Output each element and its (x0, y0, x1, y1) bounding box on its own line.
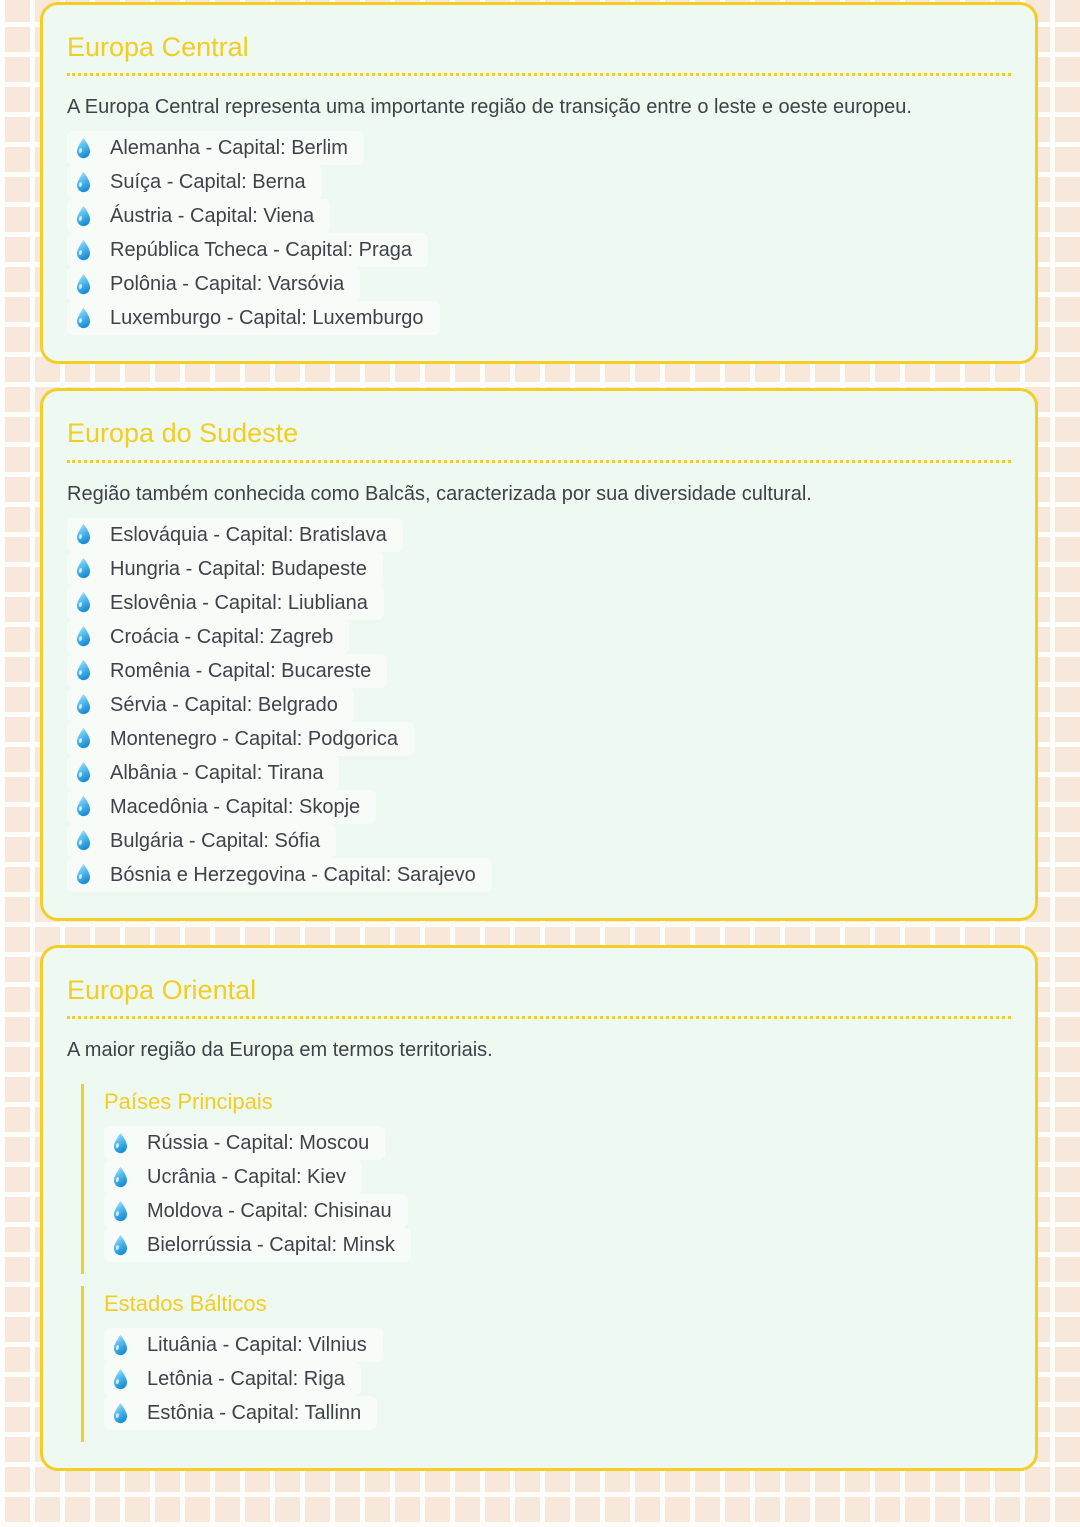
country-item (67, 688, 354, 722)
country-item-label: República Tcheca - Capital: Praga (110, 239, 413, 262)
water-drop-icon (112, 1234, 129, 1257)
country-item-label: Eslováquia - Capital: Bratislava (110, 523, 387, 546)
country-item-label: Macedônia - Capital: Skopje (110, 795, 361, 818)
region-title: Europa do Sudeste (67, 417, 1011, 462)
water-drop-icon (75, 557, 92, 580)
water-drop-icon (75, 863, 92, 886)
region-card (40, 2, 1038, 364)
subsection (81, 1084, 1011, 1274)
country-item (104, 1160, 362, 1194)
country-list (104, 1328, 1011, 1430)
water-drop-icon (75, 205, 92, 228)
country-item (67, 586, 384, 620)
country-item (67, 267, 360, 301)
country-item-label: Romênia - Capital: Bucareste (110, 659, 372, 682)
country-item (67, 552, 383, 586)
water-drop-icon (75, 727, 92, 750)
country-list (104, 1126, 1011, 1262)
country-item (67, 301, 440, 335)
country-item (104, 1328, 383, 1362)
country-item-label: Alemanha - Capital: Berlim (110, 137, 348, 160)
country-item-label: Áustria - Capital: Viena (110, 205, 315, 228)
water-drop-icon (75, 693, 92, 716)
water-drop-icon (75, 795, 92, 818)
country-item (67, 722, 414, 756)
water-drop-icon (112, 1368, 129, 1391)
country-item-label: Rússia - Capital: Moscou (147, 1132, 370, 1155)
country-item-label: Luxemburgo - Capital: Luxemburgo (110, 307, 424, 330)
water-drop-icon (75, 239, 92, 262)
country-item-label: Polônia - Capital: Varsóvia (110, 273, 345, 296)
country-item (67, 620, 349, 654)
country-list (67, 131, 1011, 335)
country-item (67, 199, 330, 233)
water-drop-icon (112, 1132, 129, 1155)
country-item-label: Bulgária - Capital: Sófia (110, 829, 321, 852)
country-item-label: Eslovênia - Capital: Liubliana (110, 591, 368, 614)
region-description: A maior região da Europa em termos territoriais. (67, 1039, 493, 1062)
subsections (67, 1084, 1011, 1442)
subsection-title: Estados Bálticos (104, 1291, 267, 1317)
water-drop-icon (112, 1334, 129, 1357)
region-card (40, 945, 1038, 1471)
country-item (67, 790, 376, 824)
water-drop-icon (75, 171, 92, 194)
country-item-label: Moldova - Capital: Chisinau (147, 1200, 392, 1223)
country-item (67, 858, 492, 892)
region-card (40, 388, 1038, 920)
water-drop-icon (112, 1402, 129, 1425)
country-item (67, 824, 336, 858)
water-drop-icon (75, 829, 92, 852)
country-item-label: Bósnia e Herzegovina - Capital: Sarajevo (110, 863, 476, 886)
water-drop-icon (75, 137, 92, 160)
country-item (104, 1396, 377, 1430)
region-description: A Europa Central representa uma importante região de transição entre o leste e oeste europeu. (67, 96, 912, 119)
country-item-label: Hungria - Capital: Budapeste (110, 557, 367, 580)
country-item (67, 654, 387, 688)
water-drop-icon (75, 591, 92, 614)
water-drop-icon (75, 523, 92, 546)
country-item (67, 233, 428, 267)
subsection-title: Países Principais (104, 1089, 273, 1115)
country-item-label: Sérvia - Capital: Belgrado (110, 693, 338, 716)
country-item (67, 518, 403, 552)
region-title: Europa Oriental (67, 974, 1011, 1019)
country-item (67, 131, 364, 165)
country-item (104, 1194, 408, 1228)
country-item-label: Estônia - Capital: Tallinn (147, 1402, 362, 1425)
country-item (104, 1228, 411, 1262)
country-item (104, 1362, 361, 1396)
water-drop-icon (112, 1200, 129, 1223)
country-item (67, 756, 339, 790)
water-drop-icon (75, 761, 92, 784)
region-description: Região também conhecida como Balcãs, caracterizada por sua diversidade cultural. (67, 482, 812, 505)
country-item-label: Montenegro - Capital: Podgorica (110, 727, 398, 750)
country-item-label: Lituânia - Capital: Vilnius (147, 1334, 367, 1357)
country-item-label: Croácia - Capital: Zagreb (110, 625, 334, 648)
water-drop-icon (75, 625, 92, 648)
country-item-label: Suíça - Capital: Berna (110, 171, 306, 194)
country-item-label: Ucrânia - Capital: Kiev (147, 1166, 346, 1189)
water-drop-icon (75, 307, 92, 330)
region-title: Europa Central (67, 31, 1011, 76)
country-list (67, 518, 1011, 892)
country-item-label: Albânia - Capital: Tirana (110, 761, 324, 784)
water-drop-icon (112, 1166, 129, 1189)
country-item-label: Bielorrússia - Capital: Minsk (147, 1234, 395, 1257)
water-drop-icon (75, 659, 92, 682)
country-item (67, 165, 322, 199)
country-item-label: Letônia - Capital: Riga (147, 1368, 345, 1391)
subsection (81, 1286, 1011, 1442)
country-item (104, 1126, 385, 1160)
water-drop-icon (75, 273, 92, 296)
